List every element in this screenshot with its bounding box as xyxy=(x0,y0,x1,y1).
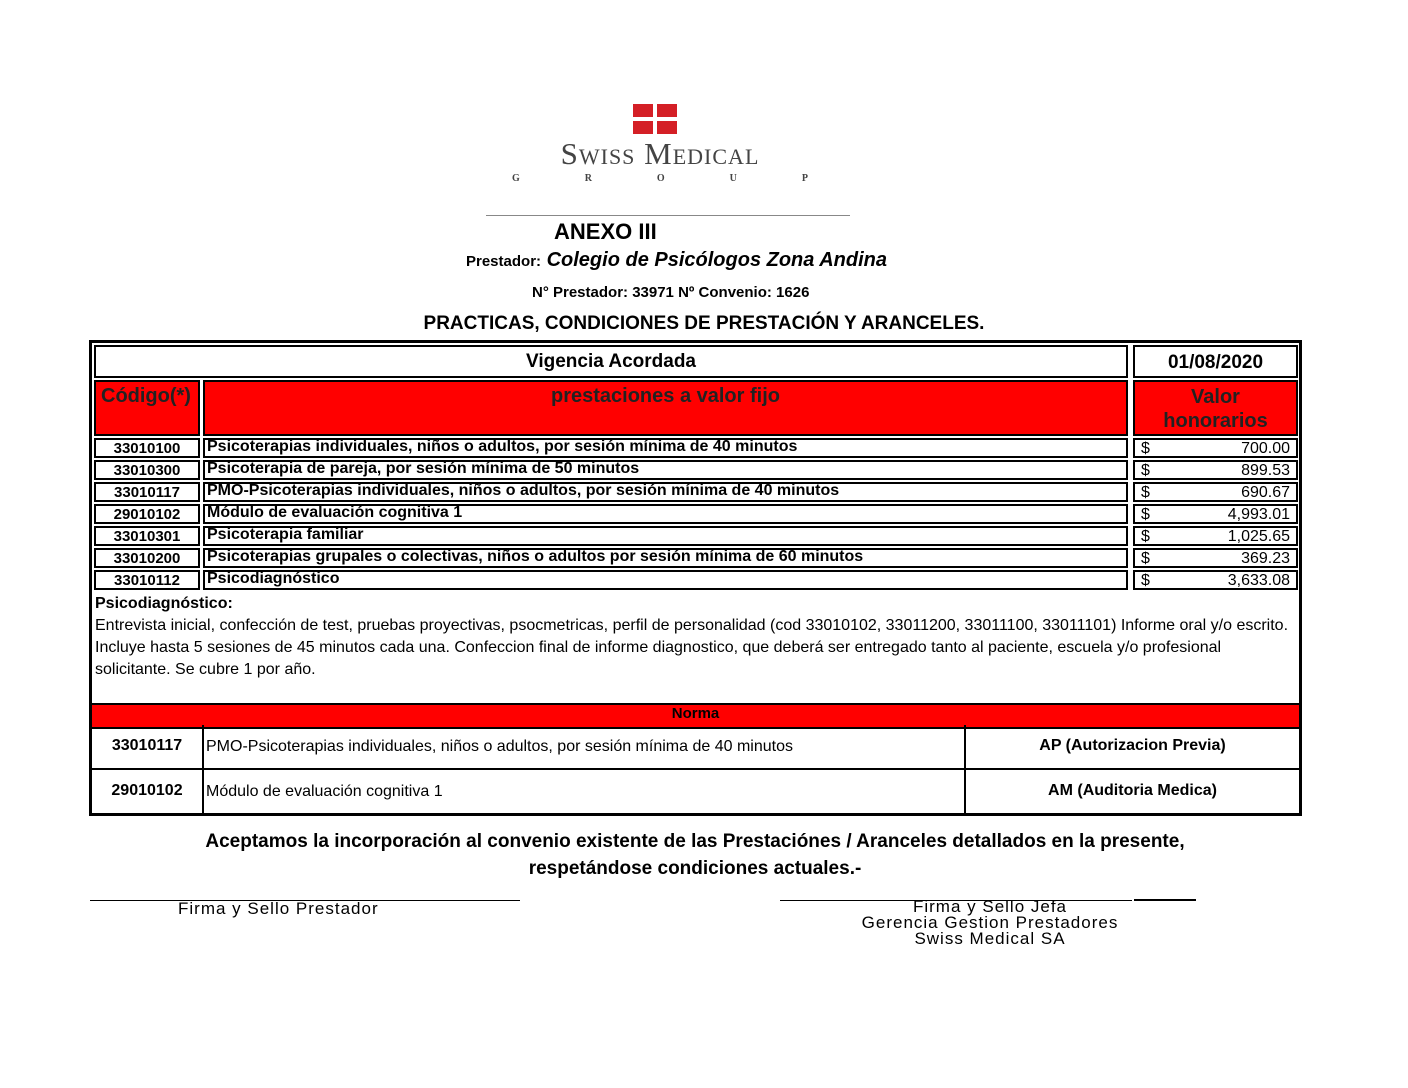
currency-symbol: $ xyxy=(1141,550,1150,567)
logo-group-letter: O xyxy=(656,173,665,184)
row-amount: 690.67 xyxy=(1241,484,1290,501)
currency-symbol: $ xyxy=(1141,528,1150,545)
row-description: Psicoterapia de pareja, por sesión mínima de 50 minutos xyxy=(203,460,1128,480)
logo-group xyxy=(512,173,808,184)
prestador-value: Colegio de Psicólogos Zona Andina xyxy=(546,249,887,271)
row-value xyxy=(1133,548,1298,568)
norma-value: AP (Autorizacion Previa) xyxy=(1039,737,1226,754)
row-code: 33010100 xyxy=(94,438,200,458)
row-description: Psicoterapias individuales, niños o adultos, por sesión mínima de 40 minutos xyxy=(203,438,1128,458)
prestador-label: Prestador: xyxy=(466,253,542,270)
header-code: Código(*) xyxy=(94,380,200,436)
row-amount: 899.53 xyxy=(1241,462,1290,479)
logo-mark-icon xyxy=(633,104,677,134)
norma-description: Módulo de evaluación cognitiva 1 xyxy=(206,783,443,800)
signature-label-jefa xyxy=(780,899,1200,947)
vigencia-label: Vigencia Acordada xyxy=(94,345,1128,378)
norma-header: Norma xyxy=(92,703,1299,729)
row-description: PMO-Psicoterapias individuales, niños o adultos, por sesión mínima de 40 minutos xyxy=(203,482,1128,502)
norma-col-divider xyxy=(202,725,204,813)
row-amount: 700.00 xyxy=(1241,440,1290,457)
currency-symbol: $ xyxy=(1141,572,1150,589)
signature-jefa-line2: Gerencia Gestion Prestadores xyxy=(861,913,1119,932)
row-code: 33010200 xyxy=(94,548,200,568)
row-value xyxy=(1133,438,1298,458)
header-value xyxy=(1133,380,1298,436)
row-amount: 1,025.65 xyxy=(1227,528,1290,545)
signature-jefa-line3: Swiss Medical SA xyxy=(914,929,1066,948)
logo-name: Swiss Medical xyxy=(560,136,760,171)
row-value xyxy=(1133,570,1298,590)
note-title: Psicodiagnóstico: xyxy=(95,595,233,612)
row-value xyxy=(1133,482,1298,502)
note-body: Entrevista inicial, confección de test, pruebas proyectivas, psocmetricas, perfil de personalidad (cod 33010102, 33011200, 33011100, 33011101) Informe oral y/o escrito. Incluye hasta 5 sesiones de 45 minutos cada una. Confeccion final de informe diagnostico, que deberá ser entregado tanto al paciente, escuela y/o profesional solicitante. Se cubre 1 por año. xyxy=(95,617,1289,678)
signature-jefa-line1: Firma y Sello Jefa xyxy=(912,897,1068,916)
logo-group-letter: P xyxy=(801,173,808,184)
logo-group-letter: G xyxy=(512,173,520,184)
row-code: 33010112 xyxy=(94,570,200,590)
row-description: Psicoterapia familiar xyxy=(203,526,1128,546)
row-code: 29010102 xyxy=(94,504,200,524)
prestador-numbers: N° Prestador: 33971 Nº Convenio: 1626 xyxy=(532,284,810,301)
currency-symbol: $ xyxy=(1141,440,1150,457)
currency-symbol: $ xyxy=(1141,506,1150,523)
row-code: 33010301 xyxy=(94,526,200,546)
row-code: 33010300 xyxy=(94,460,200,480)
row-amount: 369.23 xyxy=(1241,550,1290,567)
logo-divider xyxy=(486,215,850,216)
row-description: Psicoterapias grupales o colectivas, niños o adultos por sesión mínima de 60 minutos xyxy=(203,548,1128,568)
section-title: PRACTICAS, CONDICIONES DE PRESTACIÓN Y ARANCELES. xyxy=(423,313,985,334)
row-value xyxy=(1133,460,1298,480)
currency-symbol: $ xyxy=(1141,462,1150,479)
norma-description: PMO-Psicoterapias individuales, niños o adultos, por sesión mínima de 40 minutos xyxy=(206,738,793,755)
row-amount: 4,993.01 xyxy=(1227,506,1290,523)
acceptance-line-2: respetándose condiciones actuales.- xyxy=(528,858,862,879)
logo-group-letter: R xyxy=(584,173,592,184)
row-description: Módulo de evaluación cognitiva 1 xyxy=(203,504,1128,524)
signature-label-prestador: Firma y Sello Prestador xyxy=(178,899,379,918)
currency-symbol: $ xyxy=(1141,484,1150,501)
header-value-line2: honorarios xyxy=(1163,410,1268,432)
norma-code: 33010117 xyxy=(111,737,183,754)
header-value-line1: Valor xyxy=(1191,386,1240,408)
vigencia-date: 01/08/2020 xyxy=(1133,345,1298,378)
row-value xyxy=(1133,526,1298,546)
header-description: prestaciones a valor fijo xyxy=(203,380,1128,436)
row-value xyxy=(1133,504,1298,524)
acceptance-line-1: Aceptamos la incorporación al convenio existente de las Prestaciónes / Aranceles detallados en la presente, xyxy=(205,831,1185,852)
acceptance-text xyxy=(90,828,1300,882)
row-description: Psicodiagnóstico xyxy=(203,570,1128,590)
document-title: ANEXO III xyxy=(554,219,657,244)
row-code: 33010117 xyxy=(94,482,200,502)
logo-group-letter: U xyxy=(729,173,737,184)
row-amount: 3,633.08 xyxy=(1227,572,1290,589)
norma-row-divider xyxy=(92,768,1299,770)
norma-code: 29010102 xyxy=(111,782,183,799)
norma-value: AM (Auditoria Medica) xyxy=(1048,782,1217,799)
prestador-line xyxy=(466,249,887,272)
